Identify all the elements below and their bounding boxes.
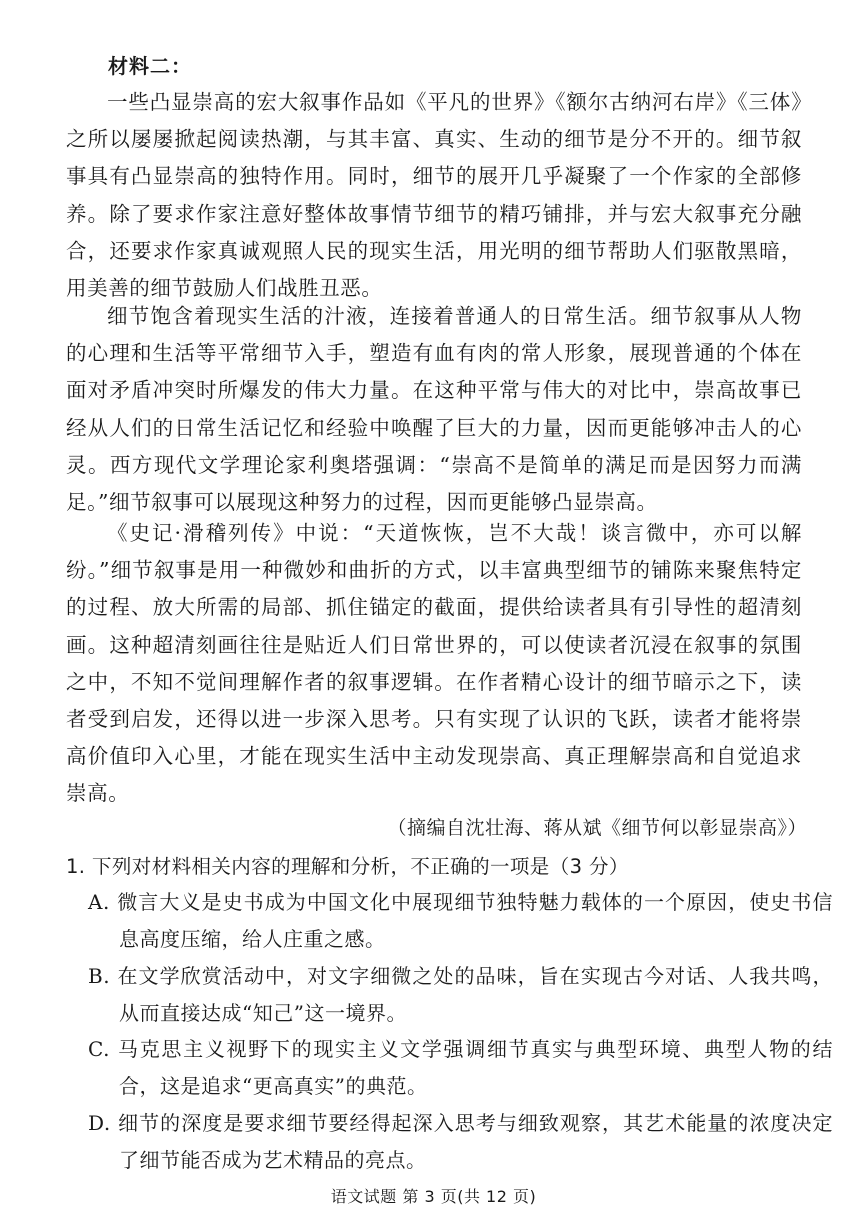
option-a: A. 微言大义是史书成为中国文化中展现细节独特魅力载体的一个原因，使史书信息高度压缩，给人庄重之感。 <box>88 890 833 951</box>
material-heading: 材料二： <box>108 54 192 78</box>
option-c: C. 马克思主义视野下的现实主义文学强调细节真实与典型环境、典型人物的结合，这是追求“更高真实”的典范。 <box>88 1037 833 1098</box>
page-footer: 语文试题 第 3 页(共 12 页) <box>330 1187 537 1206</box>
source-citation: （摘编自沈壮海、蒋从斌《细节何以彰显崇高》） <box>387 817 807 839</box>
option-d: D. 细节的深度是要求细节要经得起深入思考与细致观察，其艺术能量的浓度决定了细节能否成为艺术精品的亮点。 <box>88 1111 833 1172</box>
question-stem: 1. 下列对材料相关内容的理解和分析，不正确的一项是（3 分） <box>66 855 629 878</box>
paragraph-1: 一些凸显崇高的宏大叙事作品如《平凡的世界》《额尔古纳河右岸》《三体》之所以屡屡掀起阅读热潮，与其丰富、真实、生动的细节是分不开的。细节叙事具有凸显崇高的独特作用。同时，细节的展开几乎凝聚了一个作家的全部修养。除了要求作家注意好整体故事情节细节的精巧铺排，并与宏大叙事充分融合，还要求作家真诚观照人民的现实生活，用光明的细节帮助人们驱散黑暗，用美善的细节鼓励人们战胜丑恶。 <box>66 90 802 301</box>
option-b: B. 在文学欣赏活动中，对文字细微之处的品味，旨在实现古今对话、人我共鸣，从而直接达成“知己”这一境界。 <box>88 964 833 1025</box>
paragraph-2: 细节饱含着现实生活的汁液，连接着普通人的日常生活。细节叙事从人物的心理和生活等平常细节入手，塑造有血有肉的常人形象，展现普通的个体在面对矛盾冲突时所爆发的伟大力量。在这种平常与伟大的对比中，崇高故事已经从人们的日常生活记忆和经验中唤醒了巨大的力量，因而更能够冲击人的心灵。西方现代文学理论家利奥塔强调：“崇高不是简单的满足而是因努力而满足。”细节叙事可以展现这种努力的过程，因而更能够凸显崇高。 <box>66 304 802 515</box>
paragraph-3: 《史记·滑稽列传》中说：“天道恢恢，岂不大哉！谈言微中，亦可以解纷。”细节叙事是用一种微妙和曲折的方式，以丰富典型细节的铺陈来聚焦特定的过程、放大所需的局部、抓住锚定的截面，提供给读者具有引导性的超清刻画。这种超清刻画往往是贴近人们日常世界的，可以使读者沉浸在叙事的氛围之中，不知不觉间理解作者的叙事逻辑。在作者精心设计的细节暗示之下，读者受到启发，还得以进一步深入思考。只有实现了认识的飞跃，读者才能将崇高价值印入心里，才能在现实生活中主动发现崇高、真正理解崇高和自觉追求崇高。 <box>66 521 802 806</box>
